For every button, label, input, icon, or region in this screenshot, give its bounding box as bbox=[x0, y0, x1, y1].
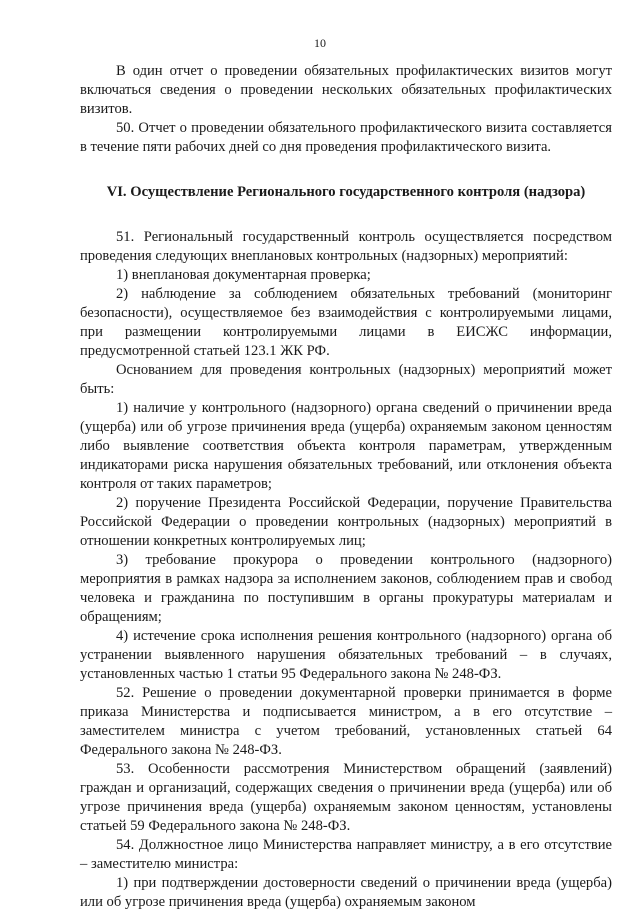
list-item: 3) требование прокурора о проведении контрольного (надзорного) мероприятия в рамках надзора за исполнением законов, соблюдением прав и свобод человека и гражданина по поступившим в органы прокуратуры материалам и обращениям; bbox=[80, 552, 612, 625]
list-item: 1) при подтверждении достоверности сведений о причинении вреда (ущерба) или об угрозе причинения вреда (ущерба) охраняемым законом bbox=[80, 875, 612, 910]
paragraph-51: 51. Региональный государственный контроль осуществляется посредством проведения следующих внеплановых контрольных (надзорных) мероприятий: bbox=[80, 229, 612, 264]
paragraph-50: 50. Отчет о проведении обязательного профилактического визита составляется в течение пяти рабочих дней со дня проведения профилактического визита. bbox=[80, 120, 612, 155]
section-heading: VI. Осуществление Регионального государственного контроля (надзора) bbox=[106, 184, 586, 200]
list-item: 1) внеплановая документарная проверка; bbox=[116, 267, 371, 283]
paragraph-52: 52. Решение о проведении документарной проверки принимается в форме приказа Министерства и подписывается министром, а в его отсутствие – заместителем министра с учетом требований, установленных статьей 64 Федерального закона № 248-ФЗ. bbox=[80, 685, 612, 758]
document-body bbox=[80, 62, 612, 912]
paragraph-53: 53. Особенности рассмотрения Министерством обращений (заявлений) граждан и организаций, содержащих сведения о причинении вреда (ущерба) или об угрозе причинения вреда (ущерба) охраняемым законом ценностям, установлены статьей 59 Федерального закона № 248-ФЗ. bbox=[80, 761, 612, 834]
page-number: 10 bbox=[314, 36, 326, 50]
list-item: 2) наблюдение за соблюдением обязательных требований (мониторинг безопасности), осуществляемое без взаимодействия с контролируемыми лицами, при размещении контролируемыми лицами в ЕИСЖС информации, предусмотренной статьей 123.1 ЖК РФ. bbox=[80, 286, 612, 359]
list-item: 4) истечение срока исполнения решения контрольного (надзорного) органа об устранении выявленного нарушения обязательных требований – в случаях, установленных частью 1 статьи 95 Федерального закона № 248-ФЗ. bbox=[80, 628, 612, 682]
paragraph-54: 54. Должностное лицо Министерства направляет министру, а в его отсутствие – заместителю министра: bbox=[80, 837, 612, 872]
paragraph: В один отчет о проведении обязательных профилактических визитов могут включаться сведения о проведении нескольких обязательных профилактических визитов. bbox=[80, 63, 612, 117]
paragraph: Основанием для проведения контрольных (надзорных) мероприятий может быть: bbox=[80, 362, 612, 397]
list-item: 2) поручение Президента Российской Федерации, поручение Правительства Российской Федерации о проведении контрольных (надзорных) мероприятий в отношении конкретных контролируемых лиц; bbox=[80, 495, 612, 549]
list-item: 1) наличие у контрольного (надзорного) органа сведений о причинении вреда (ущерба) или об угрозе причинения вреда (ущерба) охраняемым законом ценностям либо выявление соответствия объекта контроля параметрам, утвержденным индикаторами риска нарушения обязательных требований, или отклонения объекта контроля от таких параметров; bbox=[80, 400, 612, 492]
